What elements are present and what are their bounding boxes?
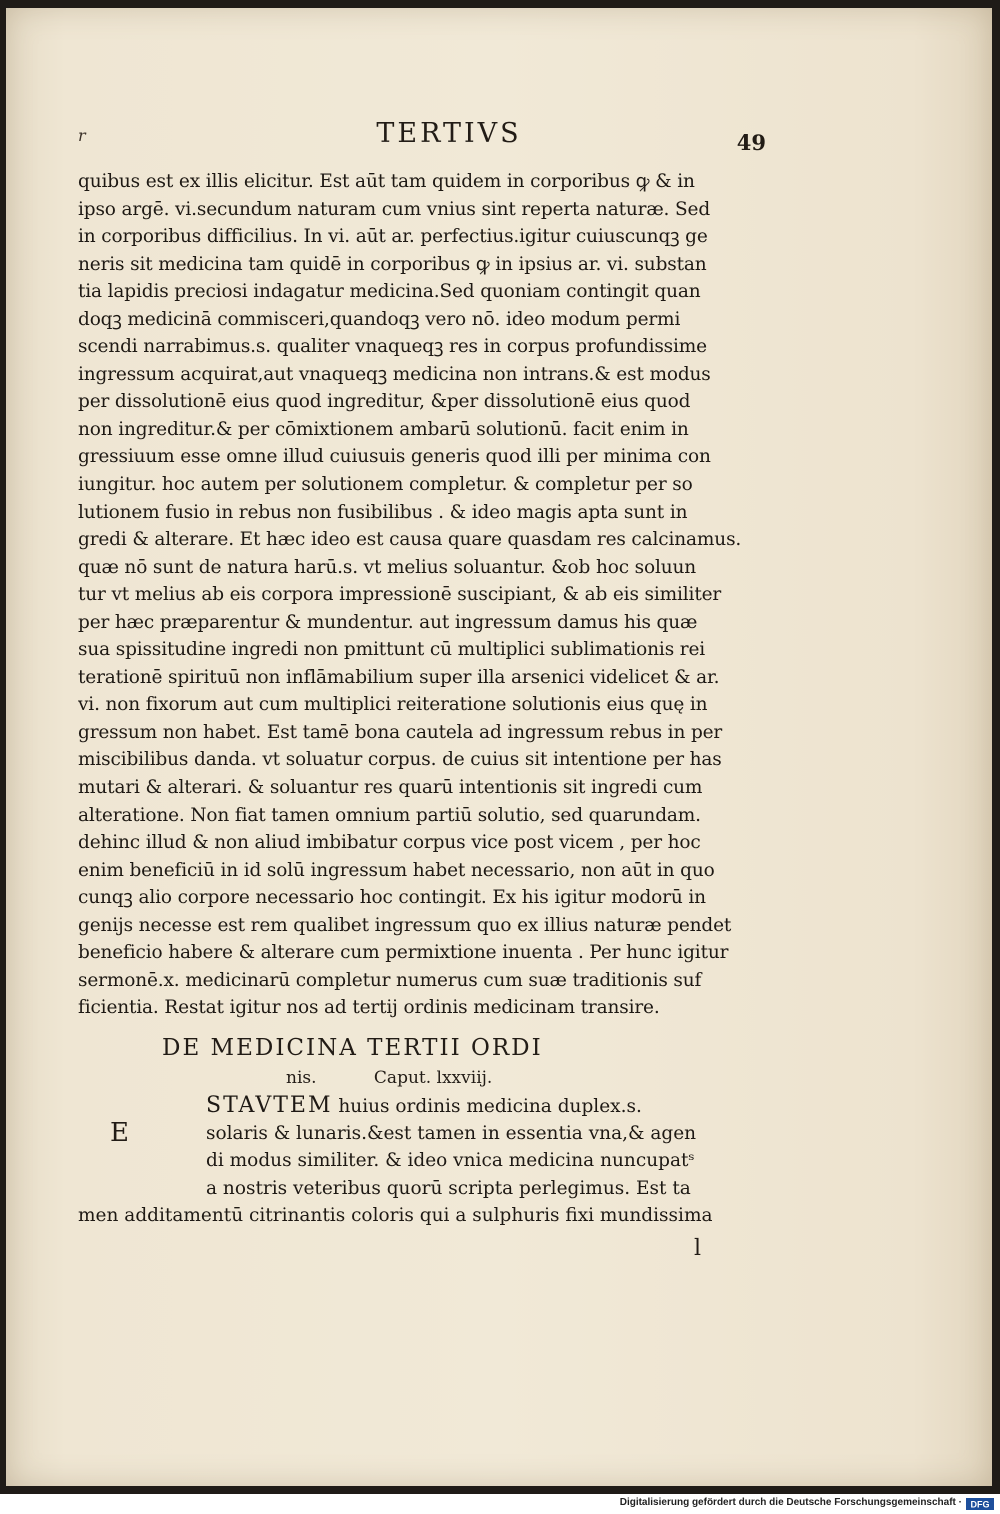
text-line: cunqꝫ alio corpore necessario hoc contingit. Ex his igitur modorū in: [78, 887, 706, 909]
chapter-first-line: [206, 1092, 776, 1120]
text-line: doqꝫ medicinā commisceri,quandoqꝫ vero nō. ideo modum permi: [78, 308, 681, 330]
running-title: TERTIVS: [376, 118, 522, 149]
text-line: lutionem fusio in rebus non fusibilibus . & ideo magis apta sunt in: [78, 501, 688, 523]
chapter-text-line: solaris & lunaris.&est tamen in essentia vna,& agen: [206, 1122, 697, 1144]
text-line: alteratione. Non fiat tamen omnium partiū solutio, sed quarundam.: [78, 804, 701, 826]
text-line: non ingreditur.& per cōmixtionem ambarū solutionū. facit enim in: [78, 418, 689, 440]
text-line: neris sit medicina tam quidē in corporibus ꝙ in ipsius ar. vi. substan: [78, 253, 707, 275]
text-line: terationē spirituū non inflāmabilium super illa arsenici videlicet & ar.: [78, 666, 720, 688]
signature-mark: l: [694, 1236, 702, 1261]
text-line: sua spissitudine ingredi non pmittunt cū multiplici sublimationis rei: [78, 639, 706, 661]
text-line: per hæc præparentur & mundentur. aut ingressum damus his quæ: [78, 611, 698, 633]
text-line: vi. non fixorum aut cum multiplici reiteratione solutionis eius quę in: [78, 694, 708, 716]
chapter-number: Caput. lxxviij.: [373, 1068, 493, 1088]
text-line: per dissolutionē eius quod ingreditur, &per dissolutionē eius quod: [78, 391, 691, 413]
text-line: enim beneficiū in id solū ingressum habet necessario, non aūt in quo: [78, 859, 715, 881]
chapter-text-line: men additamentū citrinantis coloris qui a sulphuris fixi mundissima: [78, 1205, 713, 1226]
text-line: miscibilibus danda. vt soluatur corpus. de cuius sit intentione per has: [78, 749, 722, 771]
margin-mark: r: [78, 126, 86, 145]
text-line: gredi & alterare. Et hæc ideo est causa quare quasdam res calcinamus.: [78, 529, 742, 551]
text-line: ingressum acquirat,aut vnaqueqꝫ medicina non intrans.& est modus: [78, 363, 711, 385]
text-line: quæ nō sunt de natura harū.s. vt melius soluantur. &ob hoc soluun: [78, 556, 697, 578]
text-line: ficientia. Restat igitur nos ad tertij ordinis medicinam transire.: [78, 997, 660, 1019]
footer-credit: Digitalisierung gefördert durch die Deutsche Forschungsgemeinschaft ·: [619, 1497, 962, 1508]
drop-initial: E: [110, 1118, 129, 1148]
text-line: ipso argē. vi.secundum naturam cum vnius sint reperta naturæ. Sed: [78, 198, 711, 220]
text-line: in corporibus difficilius. In vi. aūt ar. perfectius.igitur cuiuscunqꝫ ge: [78, 226, 708, 248]
text-line: sermonē.x. medicinarū completur numerus cum suæ traditionis suf: [78, 969, 702, 991]
text-line: scendi narrabimus.s. qualiter vnaqueqꝫ res in corpus profundissime: [78, 336, 707, 358]
text-line: beneficio habere & alterare cum permixtione inuenta . Per hunc igitur: [78, 942, 729, 964]
chapter-heading: [162, 1032, 762, 1092]
text-line: tia lapidis preciosi indagatur medicina.Sed quoniam contingit quan: [78, 281, 701, 303]
text-line: genijs necesse est rem qualibet ingressum quo ex illius naturæ pendet: [78, 914, 732, 936]
text-line: tur vt melius ab eis corpora impressionē suscipiant, & ab eis similiter: [78, 584, 722, 606]
text-line: dehinc illud & non aliud imbibatur corpus vice post vicem , per hoc: [78, 832, 701, 854]
chapter-first-rest: huius ordinis medicina duplex.s.: [332, 1096, 642, 1117]
page-header: [6, 112, 992, 155]
page-number: 49: [736, 130, 766, 155]
dfg-logo-text: DFG: [970, 1499, 990, 1510]
book-page: [6, 8, 992, 1486]
dfg-logo: [966, 1498, 994, 1510]
chapter-subtitle: [162, 1064, 762, 1092]
chapter-title-tail: nis.: [286, 1068, 317, 1088]
text-line: mutari & alterari. & soluantur res quarū intentionis sit ingredi cum: [78, 777, 703, 799]
footer-bar: [0, 1494, 1000, 1514]
chapter-first-caps: STAVTEM: [206, 1093, 333, 1118]
chapter-text-line: di modus similiter. & ideo vnica medicina nuncupatˢ: [206, 1150, 695, 1171]
chapter-title: DE MEDICINA TERTII ORDI: [162, 1035, 543, 1061]
chapter-text: [78, 1092, 776, 1230]
text-line: gressiuum esse omne illud cuiusuis generis quod illi per minima con: [78, 446, 711, 468]
text-line: quibus est ex illis elicitur. Est aūt tam quidem in corporibus ꝙ & in: [78, 171, 695, 192]
chapter-text-line: a nostris veteribus quorū scripta perlegimus. Est ta: [206, 1177, 691, 1199]
text-line: gressum non habet. Est tamē bona cautela ad ingressum rebus in per: [78, 721, 723, 743]
text-line: iungitur. hoc autem per solutionem completur. & completur per so: [78, 474, 693, 496]
body-text: [78, 168, 768, 1022]
